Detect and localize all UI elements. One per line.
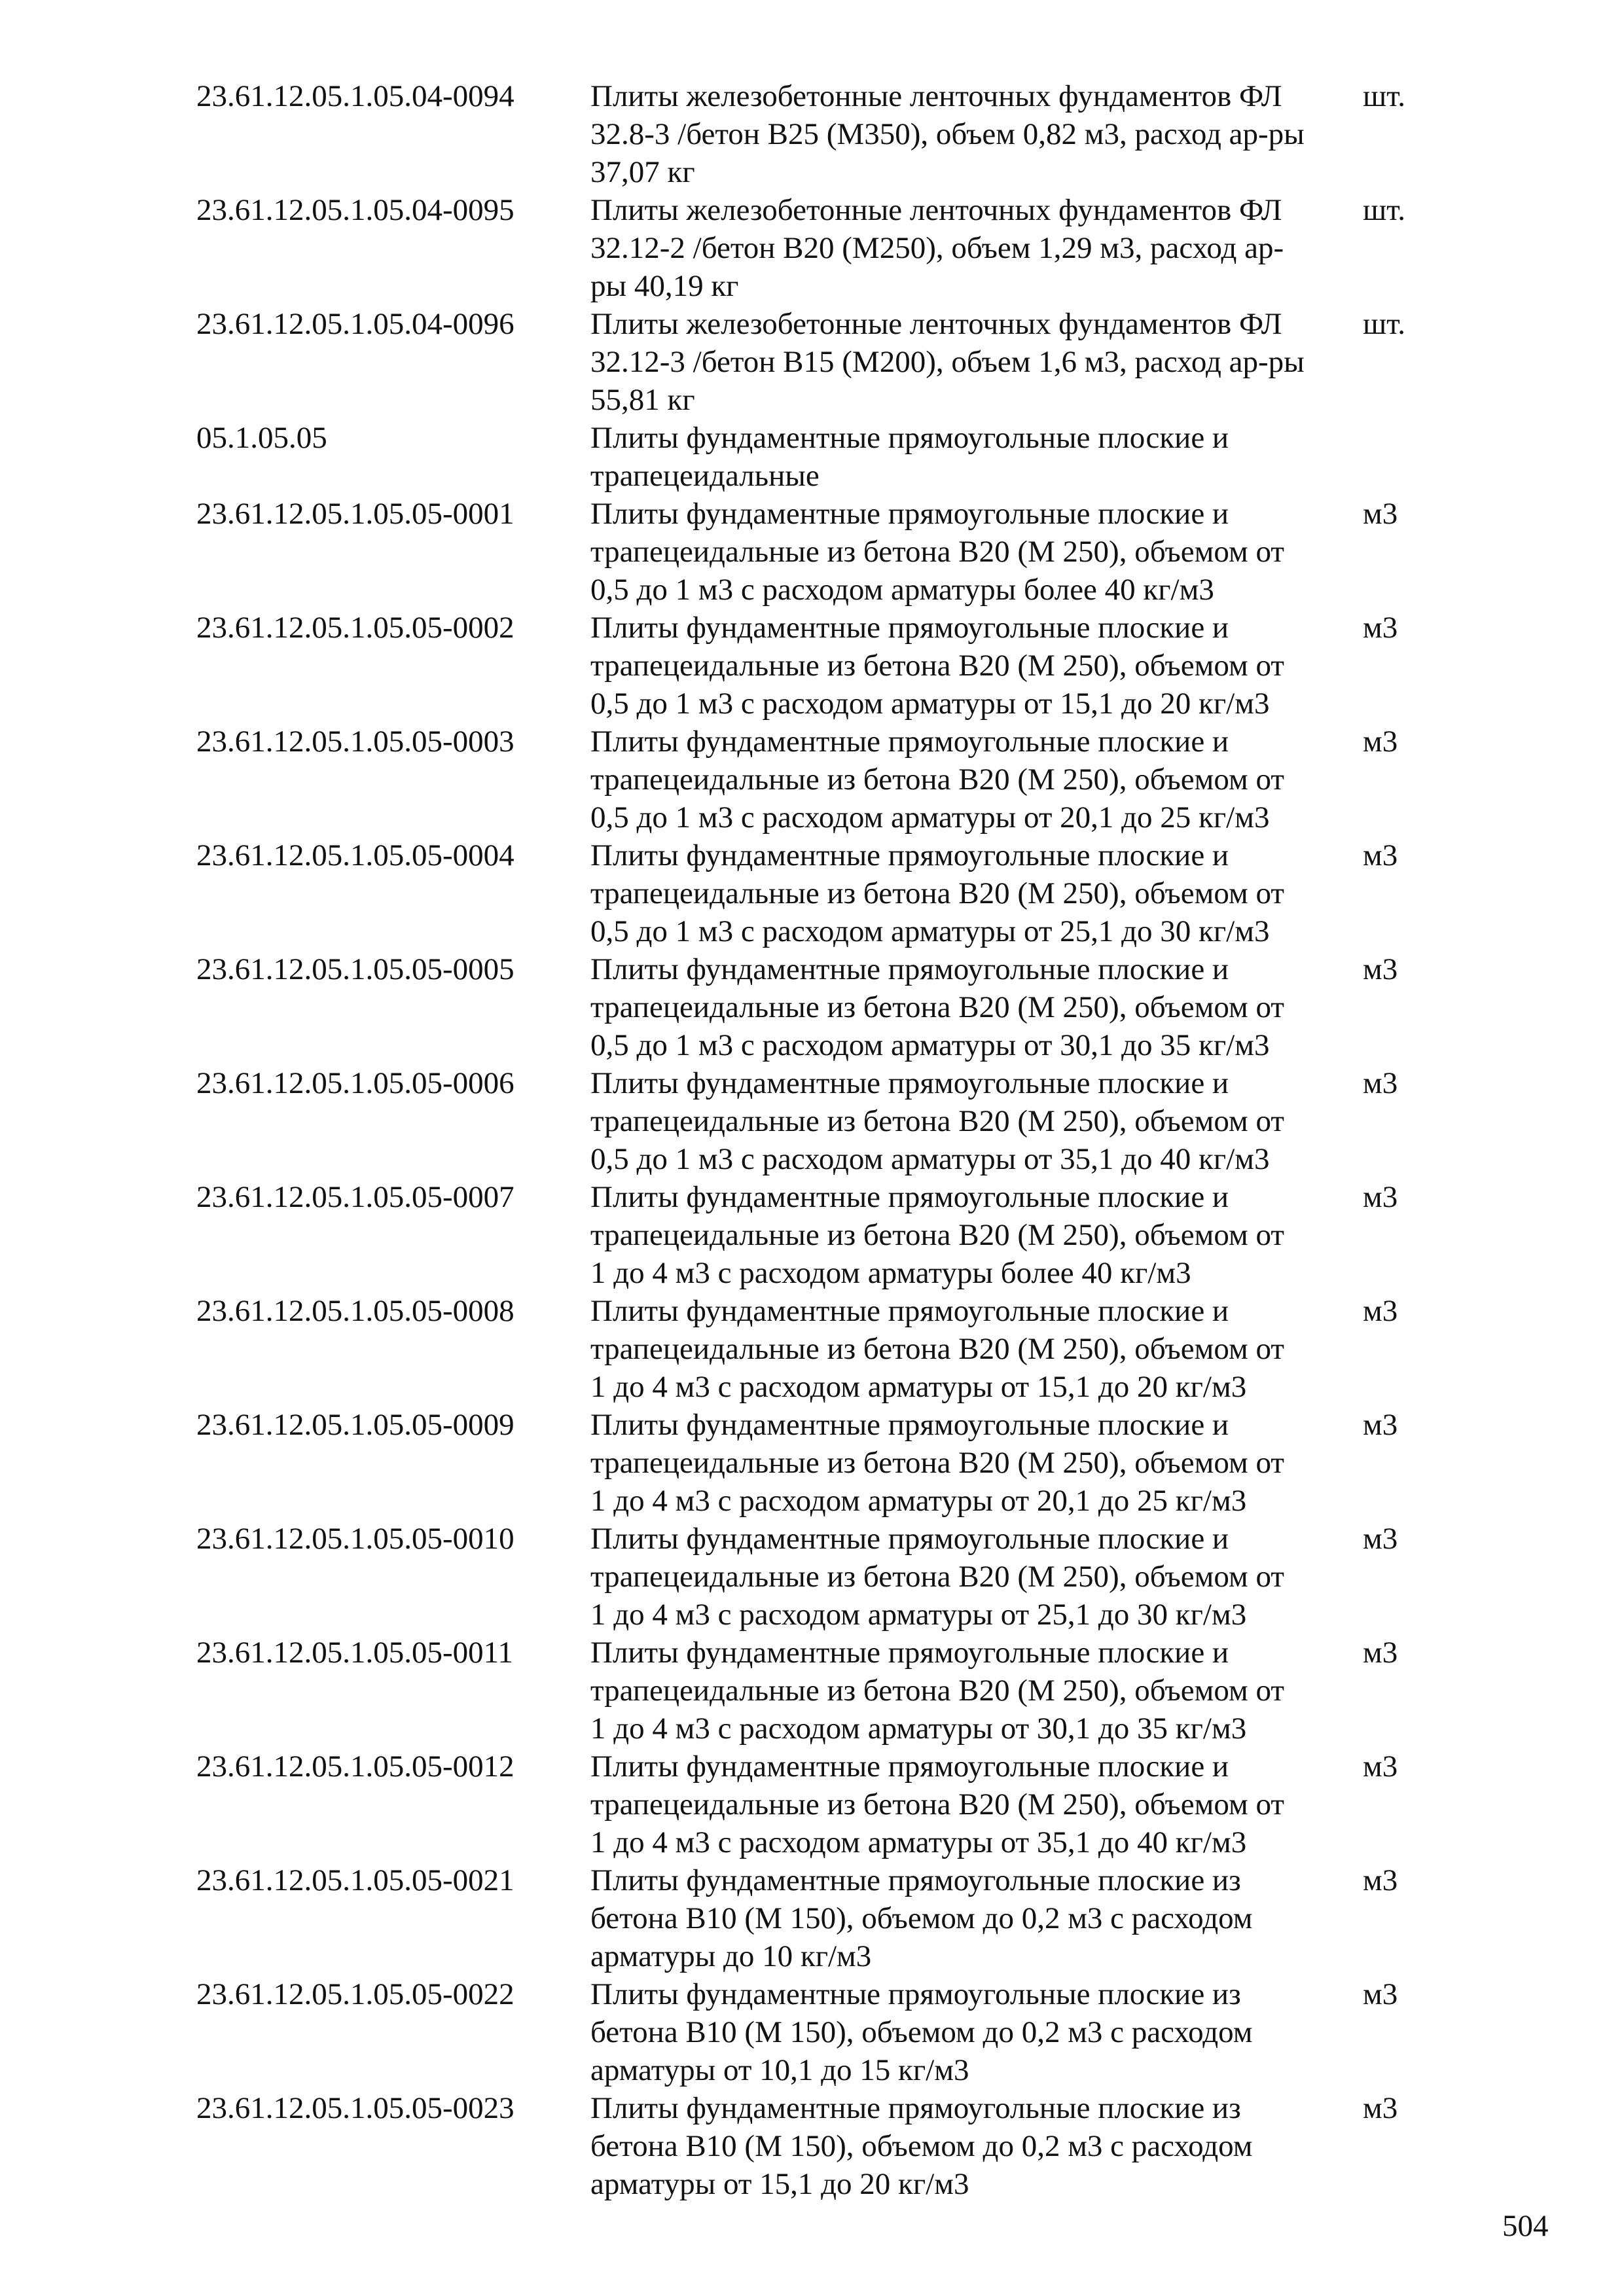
- item-code: 23.61.12.05.1.05.05-0008: [196, 1294, 514, 1328]
- item-code: 23.61.12.05.1.05.05-0023: [196, 2091, 514, 2125]
- item-description: Плиты фундаментные прямоугольные плоские и трапецеидальные из бетона В20 (М 250), объемом от 0,5 до 1 м3 с расходом арматуры более 40 кг/м3: [590, 497, 1284, 607]
- item-unit: м3: [1363, 1636, 1398, 1670]
- item-unit: м3: [1363, 1522, 1398, 1556]
- item-unit: м3: [1363, 611, 1398, 645]
- list-item: [196, 1178, 1440, 1292]
- item-description: Плиты фундаментные прямоугольные плоские и трапецеидальные из бетона В20 (М 250), объемом от 1 до 4 м3 с расходом арматуры от 30,1 до 35 кг/м3: [590, 1636, 1284, 1746]
- list-item: [196, 836, 1440, 950]
- item-unit: м3: [1363, 952, 1398, 986]
- list-item: [196, 1861, 1440, 1975]
- item-unit: м3: [1363, 497, 1398, 531]
- price-list: [196, 77, 1440, 2203]
- item-description: Плиты фундаментные прямоугольные плоские и трапецеидальные из бетона В20 (М 250), объемом от 1 до 4 м3 с расходом арматуры от 15,1 до 20 кг/м3: [590, 1294, 1284, 1404]
- list-item: [196, 1064, 1440, 1178]
- item-code: 23.61.12.05.1.05.05-0010: [196, 1522, 514, 1556]
- list-item: [196, 1406, 1440, 1520]
- item-code: 23.61.12.05.1.05.05-0001: [196, 497, 514, 531]
- item-code: 23.61.12.05.1.05.05-0011: [196, 1636, 513, 1670]
- item-unit: шт.: [1363, 307, 1405, 341]
- item-code: 23.61.12.05.1.05.05-0004: [196, 838, 514, 872]
- item-code: 23.61.12.05.1.05.05-0021: [196, 1863, 514, 1897]
- item-unit: м3: [1363, 1977, 1398, 2011]
- item-description: Плиты фундаментные прямоугольные плоские и трапецеидальные из бетона В20 (М 250), объемом от 0,5 до 1 м3 с расходом арматуры от 30,1 до 35 кг/м3: [590, 952, 1284, 1062]
- item-description: Плиты фундаментные прямоугольные плоские и трапецеидальные из бетона В20 (М 250), объемом от 0,5 до 1 м3 с расходом арматуры от 15,1 до 20 кг/м3: [590, 611, 1284, 721]
- item-description: Плиты фундаментные прямоугольные плоские из бетона В10 (М 150), объемом до 0,2 м3 с расходом арматуры от 15,1 до 20 кг/м3: [590, 2091, 1253, 2201]
- item-description: Плиты фундаментные прямоугольные плоские и трапецеидальные из бетона В20 (М 250), объемом от 1 до 4 м3 с расходом арматуры от 25,1 до 30 кг/м3: [590, 1522, 1284, 1632]
- list-item: [196, 1975, 1440, 2089]
- item-description: Плиты фундаментные прямоугольные плоские и трапецеидальные: [590, 421, 1229, 493]
- list-item: [196, 1520, 1440, 1634]
- item-description: Плиты фундаментные прямоугольные плоские и трапецеидальные из бетона В20 (М 250), объемом от 0,5 до 1 м3 с расходом арматуры от 25,1 до 30 кг/м3: [590, 838, 1284, 948]
- page-number: 504: [1502, 2209, 1549, 2243]
- item-code: 23.61.12.05.1.05.05-0022: [196, 1977, 514, 2011]
- item-code: 23.61.12.05.1.05.05-0009: [196, 1408, 514, 1442]
- item-unit: м3: [1363, 1180, 1398, 1214]
- item-unit: м3: [1363, 1066, 1398, 1100]
- list-item: [196, 419, 1440, 495]
- item-unit: шт.: [1363, 79, 1405, 113]
- list-item: [196, 609, 1440, 723]
- item-unit: м3: [1363, 2091, 1398, 2125]
- item-code: 23.61.12.05.1.05.05-0003: [196, 725, 514, 759]
- item-code: 23.61.12.05.1.05.05-0006: [196, 1066, 514, 1100]
- item-unit: м3: [1363, 725, 1398, 759]
- list-item: [196, 77, 1440, 191]
- list-item: [196, 950, 1440, 1064]
- item-description: Плиты фундаментные прямоугольные плоские и трапецеидальные из бетона В20 (М 250), объемом от 0,5 до 1 м3 с расходом арматуры от 35,1 до 40 кг/м3: [590, 1066, 1284, 1176]
- item-code: 23.61.12.05.1.05.05-0012: [196, 1749, 514, 1784]
- item-unit: шт.: [1363, 193, 1405, 227]
- item-code: 23.61.12.05.1.05.04-0095: [196, 193, 514, 227]
- item-description: Плиты фундаментные прямоугольные плоские из бетона В10 (М 150), объемом до 0,2 м3 с расходом арматуры до 10 кг/м3: [590, 1863, 1253, 1973]
- item-description: Плиты фундаментные прямоугольные плоские и трапецеидальные из бетона В20 (М 250), объемом от 1 до 4 м3 с расходом арматуры от 35,1 до 40 кг/м3: [590, 1749, 1284, 1859]
- item-code: 23.61.12.05.1.05.05-0002: [196, 611, 514, 645]
- item-code: 23.61.12.05.1.05.04-0094: [196, 79, 514, 113]
- item-unit: м3: [1363, 838, 1398, 872]
- list-item: [196, 305, 1440, 419]
- item-description: Плиты железобетонные ленточных фундаментов ФЛ 32.8-3 /бетон В25 (М350), объем 0,82 м3, расход ар-ры 37,07 кг: [590, 79, 1305, 189]
- list-item: [196, 1748, 1440, 1861]
- item-code: 23.61.12.05.1.05.05-0007: [196, 1180, 514, 1214]
- item-description: Плиты фундаментные прямоугольные плоские и трапецеидальные из бетона В20 (М 250), объемом от 0,5 до 1 м3 с расходом арматуры от 20,1 до 25 кг/м3: [590, 725, 1284, 834]
- item-code: 23.61.12.05.1.05.04-0096: [196, 307, 514, 341]
- list-item: [196, 2089, 1440, 2203]
- item-unit: м3: [1363, 1749, 1398, 1784]
- item-description: Плиты фундаментные прямоугольные плоские и трапецеидальные из бетона В20 (М 250), объемом от 1 до 4 м3 с расходом арматуры от 20,1 до 25 кг/м3: [590, 1408, 1284, 1518]
- item-description: Плиты железобетонные ленточных фундаментов ФЛ 32.12-2 /бетон В20 (М250), объем 1,29 м3, расход ар- ры 40,19 кг: [590, 193, 1284, 303]
- item-description: Плиты фундаментные прямоугольные плоские из бетона В10 (М 150), объемом до 0,2 м3 с расходом арматуры от 10,1 до 15 кг/м3: [590, 1977, 1253, 2087]
- item-unit: м3: [1363, 1408, 1398, 1442]
- list-item: [196, 1634, 1440, 1748]
- item-code: 05.1.05.05: [196, 421, 327, 455]
- item-unit: м3: [1363, 1294, 1398, 1328]
- list-item: [196, 495, 1440, 609]
- list-item: [196, 191, 1440, 305]
- list-item: [196, 1292, 1440, 1406]
- item-description: Плиты фундаментные прямоугольные плоские и трапецеидальные из бетона В20 (М 250), объемом от 1 до 4 м3 с расходом арматуры более 40 кг/м3: [590, 1180, 1284, 1290]
- item-unit: м3: [1363, 1863, 1398, 1897]
- item-description: Плиты железобетонные ленточных фундаментов ФЛ 32.12-3 /бетон В15 (М200), объем 1,6 м3, расход ар-ры 55,81 кг: [590, 307, 1305, 417]
- list-item: [196, 723, 1440, 836]
- item-code: 23.61.12.05.1.05.05-0005: [196, 952, 514, 986]
